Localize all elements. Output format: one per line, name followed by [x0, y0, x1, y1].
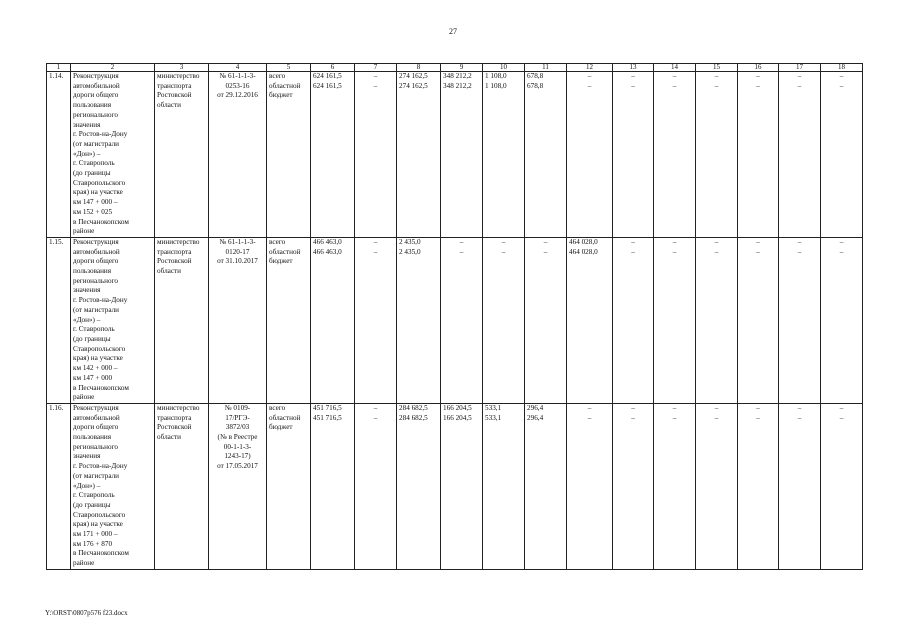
value: –: [756, 81, 760, 90]
value: 2 435,0: [399, 237, 421, 246]
value-cell: [738, 237, 779, 403]
value: –: [797, 81, 802, 90]
value: 624 161,5: [313, 72, 342, 80]
expertise-document: [209, 72, 267, 238]
value: –: [756, 237, 760, 246]
value: –: [714, 413, 719, 422]
value: –: [587, 403, 592, 412]
value: –: [797, 403, 802, 412]
expertise-document: [209, 237, 267, 403]
value: –: [631, 237, 635, 246]
value: –: [714, 237, 719, 246]
column-number: 3: [155, 64, 209, 72]
value-cell: [779, 237, 821, 403]
value: –: [797, 237, 802, 246]
column-number-row: [47, 64, 863, 72]
object-name-text: Реконструкция автомобильной дороги общего пользования регионального значения г. Ростов-на-Дону (от магистрали «Дон») – г. Ставрополь (до границы Ставропольского края) на участке км 171 + 000 – км 176 + 870 в Песчанокопском районе: [73, 403, 129, 568]
agency-text: министерство транспорта Ростовской области: [157, 403, 200, 442]
value: –: [543, 237, 548, 246]
value: –: [373, 72, 378, 80]
budget-table: [46, 63, 863, 570]
funding-source-label: всего: [269, 72, 286, 80]
value: 533,1: [485, 403, 502, 412]
value-cell: [613, 72, 654, 238]
value: –: [756, 413, 760, 422]
column-number: 2: [71, 64, 155, 72]
value-cell: [311, 72, 355, 238]
value: –: [714, 72, 719, 80]
value: –: [631, 72, 635, 80]
column-number: 7: [355, 64, 397, 72]
agency: [155, 237, 209, 403]
value-cell: [613, 403, 654, 569]
value: –: [631, 247, 635, 256]
value-cell: [567, 403, 613, 569]
value-cell: [779, 72, 821, 238]
value: 166 204,5: [443, 413, 472, 422]
value: –: [501, 247, 506, 256]
value-cell: [483, 237, 525, 403]
value: –: [631, 81, 635, 90]
funding-source: [267, 72, 311, 238]
page-number: 27: [449, 27, 457, 36]
value-cell: [821, 72, 863, 238]
value: –: [587, 72, 592, 80]
value: –: [587, 81, 592, 90]
value: 348 212,2: [443, 72, 472, 80]
table-row: [47, 237, 863, 403]
column-number: 4: [209, 64, 267, 72]
value: 624 161,5: [313, 81, 342, 90]
object-name-text: Реконструкция автомобильной дороги общего пользования регионального значения г. Ростов-на-Дону (от магистрали «Дон») – г. Ставрополь (до границы Ставропольского края) на участке км 147 + 000 – км 152 + 025 в Песчанокопском районе: [73, 72, 129, 236]
column-number: 11: [525, 64, 567, 72]
column-number: 14: [654, 64, 696, 72]
column-number: 12: [567, 64, 613, 72]
value: –: [587, 413, 592, 422]
value-cell: [567, 237, 613, 403]
value: 678,8: [527, 72, 544, 80]
column-number: 13: [613, 64, 654, 72]
funding-source-label: всего: [269, 403, 286, 412]
value-cell: [441, 237, 483, 403]
value-cell: [696, 403, 738, 569]
value: 466 463,0: [313, 237, 342, 246]
value-cell: [654, 237, 696, 403]
value-cell: [779, 403, 821, 569]
funding-source-label: областной бюджет: [269, 247, 301, 266]
value-cell: [567, 72, 613, 238]
value: –: [373, 413, 378, 422]
column-number: 16: [738, 64, 779, 72]
column-number: 9: [441, 64, 483, 72]
value: 464 028,0: [569, 247, 598, 256]
value: –: [631, 413, 635, 422]
value: –: [672, 72, 677, 80]
item-number: [47, 403, 71, 569]
value-cell: [397, 403, 441, 569]
value: –: [839, 413, 844, 422]
value: 166 204,5: [443, 403, 472, 412]
value-cell: [821, 237, 863, 403]
value: –: [543, 247, 548, 256]
item-number-text: 1.14.: [49, 72, 64, 80]
value-cell: [696, 72, 738, 238]
agency-text: министерство транспорта Ростовской области: [157, 72, 200, 110]
object-name: [71, 72, 155, 238]
value-cell: [483, 403, 525, 569]
value: –: [373, 403, 378, 412]
value: 451 716,5: [313, 413, 342, 422]
value: –: [839, 72, 844, 80]
value-cell: [525, 403, 567, 569]
value: –: [459, 237, 464, 246]
value: 284 682,5: [399, 403, 428, 412]
column-number: 15: [696, 64, 738, 72]
column-number: 10: [483, 64, 525, 72]
value-cell: [654, 72, 696, 238]
value: –: [756, 247, 760, 256]
funding-source: [267, 403, 311, 569]
value-cell: [441, 403, 483, 569]
value: –: [839, 247, 844, 256]
column-number: 1: [47, 64, 71, 72]
value: 296,4: [527, 403, 544, 412]
file-path-footer: Y:\ORST\0807p576 f23.docx: [45, 609, 128, 617]
value-cell: [525, 237, 567, 403]
agency: [155, 72, 209, 238]
column-number: 17: [779, 64, 821, 72]
object-name: [71, 237, 155, 403]
item-number-text: 1.16.: [49, 403, 64, 412]
value-cell: [355, 403, 397, 569]
value-cell: [654, 403, 696, 569]
value-cell: [696, 237, 738, 403]
value: 274 162,5: [399, 81, 428, 90]
funding-source: [267, 237, 311, 403]
value: –: [373, 237, 378, 246]
value: –: [714, 81, 719, 90]
value: –: [797, 72, 802, 80]
value: 348 212,2: [443, 81, 472, 90]
value: 464 028,0: [569, 237, 598, 246]
value: –: [501, 237, 506, 246]
column-number: 5: [267, 64, 311, 72]
value-cell: [441, 72, 483, 238]
expertise-document-text: № 61-1-1-3- 0120-17 от 31.10.2017: [217, 237, 258, 266]
funding-source-label: всего: [269, 237, 286, 246]
value: 678,8: [527, 81, 544, 90]
object-name-text: Реконструкция автомобильной дороги общего пользования регионального значения г. Ростов-на-Дону (от магистрали «Дон») – г. Ставрополь (до границы Ставропольского края) на участке км 142 + 000 – км 147 + 000 в Песчанокопском районе: [73, 237, 129, 402]
value: –: [373, 247, 378, 256]
value-cell: [483, 72, 525, 238]
value-cell: [525, 72, 567, 238]
funding-source-label: областной бюджет: [269, 81, 301, 100]
expertise-document-text: № 0109- 17/РГЭ- 3872/03 (№ в Реестре 00-1-1-3- 1243-17) от 17.05.2017: [217, 403, 258, 471]
expertise-document: [209, 403, 267, 569]
funding-source-label: областной бюджет: [269, 413, 301, 432]
value: –: [839, 81, 844, 90]
value-cell: [355, 237, 397, 403]
value: 1 108,0: [485, 81, 507, 90]
value: 274 162,5: [399, 72, 428, 80]
value-cell: [311, 403, 355, 569]
value: 533,1: [485, 413, 502, 422]
value-cell: [397, 237, 441, 403]
value: –: [756, 403, 760, 412]
value: –: [459, 247, 464, 256]
column-number: 8: [397, 64, 441, 72]
value: –: [631, 403, 635, 412]
value: –: [672, 237, 677, 246]
value: –: [797, 247, 802, 256]
object-name: [71, 403, 155, 569]
value: –: [756, 72, 760, 80]
value-cell: [397, 72, 441, 238]
value: –: [839, 403, 844, 412]
agency-text: министерство транспорта Ростовской области: [157, 237, 200, 276]
column-number: 6: [311, 64, 355, 72]
value-cell: [738, 403, 779, 569]
value: 451 716,5: [313, 403, 342, 412]
table-row: [47, 403, 863, 569]
value: 2 435,0: [399, 247, 421, 256]
value-cell: [311, 237, 355, 403]
value: 1 108,0: [485, 72, 507, 80]
value-cell: [821, 403, 863, 569]
expertise-document-text: № 61-1-1-3- 0253-16 от 29.12.2016: [217, 72, 258, 100]
item-number-text: 1.15.: [49, 237, 64, 246]
value: –: [373, 81, 378, 90]
value: –: [672, 247, 677, 256]
table-row: [47, 72, 863, 238]
column-number: 18: [821, 64, 863, 72]
value-cell: [613, 237, 654, 403]
item-number: [47, 237, 71, 403]
value: –: [714, 247, 719, 256]
value: –: [672, 403, 677, 412]
value: –: [839, 237, 844, 246]
value: –: [714, 403, 719, 412]
value: –: [797, 413, 802, 422]
agency: [155, 403, 209, 569]
value: 296,4: [527, 413, 544, 422]
value-cell: [355, 72, 397, 238]
value-cell: [738, 72, 779, 238]
value: –: [672, 81, 677, 90]
value: 284 682,5: [399, 413, 428, 422]
value: –: [672, 413, 677, 422]
value: 466 463,0: [313, 247, 342, 256]
item-number: [47, 72, 71, 238]
